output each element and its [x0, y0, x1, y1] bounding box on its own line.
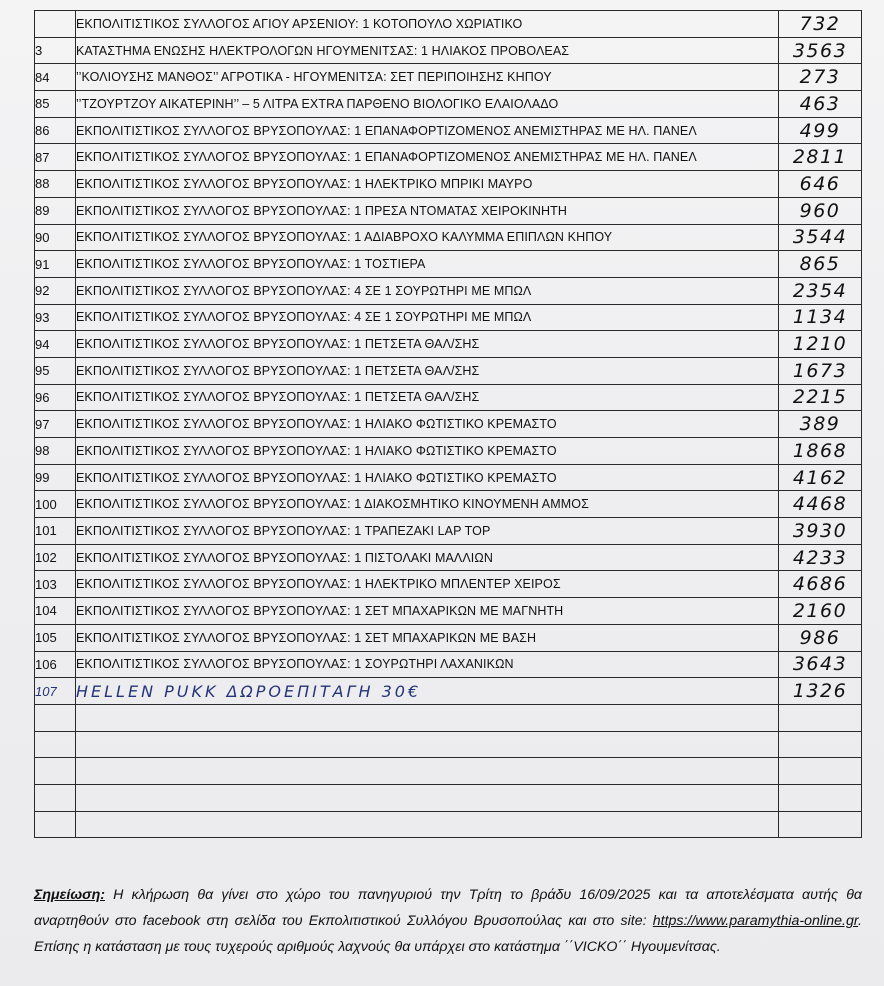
ticket-number: 865	[779, 251, 862, 278]
ticket-number: 2354	[779, 277, 862, 304]
ticket-number: 463	[779, 91, 862, 118]
row-number: 95	[35, 357, 76, 384]
ticket-number: 646	[779, 171, 862, 198]
prize-description	[76, 784, 779, 811]
ticket-number: 1210	[779, 331, 862, 358]
table-row	[35, 331, 862, 358]
table-row	[35, 11, 862, 38]
prize-description: ΕΚΠΟΛΙΤΙΣΤΙΚΟΣ ΣΥΛΛΟΓΟΣ ΒΡΥΣΟΠΟΥΛΑΣ: 1 ΠΡΕΣΑ ΝΤΟΜΑΤΑΣ ΧΕΙΡΟΚΙΝΗΤΗ	[76, 197, 779, 224]
prize-description: ΕΚΠΟΛΙΤΙΣΤΙΚΟΣ ΣΥΛΛΟΓΟΣ ΒΡΥΣΟΠΟΥΛΑΣ: 1 ΗΛΙΑΚΟ ΦΩΤΙΣΤΙΚΟ ΚΡΕΜΑΣΤΟ	[76, 464, 779, 491]
row-number	[35, 704, 76, 731]
row-number: 100	[35, 491, 76, 518]
table-row	[35, 784, 862, 811]
table-row	[35, 704, 862, 731]
table-row	[35, 624, 862, 651]
prize-description: ΕΚΠΟΛΙΤΙΣΤΙΚΟΣ ΣΥΛΛΟΓΟΣ ΒΡΥΣΟΠΟΥΛΑΣ: 1 ΗΛΕΚΤΡΙΚΟ ΜΠΡΙΚΙ ΜΑΥΡΟ	[76, 171, 779, 198]
footnote-label: Σημείωση:	[34, 887, 105, 903]
row-number: 85	[35, 91, 76, 118]
prize-description: ΕΚΠΟΛΙΤΙΣΤΙΚΟΣ ΣΥΛΛΟΓΟΣ ΒΡΥΣΟΠΟΥΛΑΣ: 1 ΣΟΥΡΩΤΗΡΙ ΛΑΧΑΝΙΚΩΝ	[76, 651, 779, 678]
prize-description: ΕΚΠΟΛΙΤΙΣΤΙΚΟΣ ΣΥΛΛΟΓΟΣ ΒΡΥΣΟΠΟΥΛΑΣ: 1 ΗΛΕΚΤΡΙΚΟ ΜΠΛΕΝΤΕΡ ΧΕΙΡΟΣ	[76, 571, 779, 598]
prize-description: ΕΚΠΟΛΙΤΙΣΤΙΚΟΣ ΣΥΛΛΟΓΟΣ ΒΡΥΣΟΠΟΥΛΑΣ: 1 ΠΕΤΣΕΤΑ ΘΑΛ/ΣΗΣ	[76, 331, 779, 358]
ticket-number: 2215	[779, 384, 862, 411]
table-row	[35, 251, 862, 278]
prize-description: ΕΚΠΟΛΙΤΙΣΤΙΚΟΣ ΣΥΛΛΟΓΟΣ ΒΡΥΣΟΠΟΥΛΑΣ: 4 ΣΕ 1 ΣΟΥΡΩΤΗΡΙ ΜΕ ΜΠΩΛ	[76, 277, 779, 304]
table-row	[35, 678, 862, 705]
prize-description: HELLEN PUKK ΔΩΡΟΕΠΙΤΑΓΗ 30€	[76, 678, 779, 705]
ticket-number	[779, 811, 862, 838]
row-number: 105	[35, 624, 76, 651]
row-number: 98	[35, 438, 76, 465]
footnote-link[interactable]: https://www.paramythia-online.gr	[652, 913, 859, 929]
ticket-number: 960	[779, 197, 862, 224]
row-number: 86	[35, 117, 76, 144]
row-number: 97	[35, 411, 76, 438]
ticket-number	[779, 758, 862, 785]
row-number	[35, 731, 76, 758]
table-row	[35, 438, 862, 465]
row-number	[35, 758, 76, 785]
prize-description: ’’ΤΖΟΥΡΤΖΟΥ ΑΙΚΑΤΕΡΙΝΗ’’ – 5 ΛΙΤΡΑ EXTRA ΠΑΡΘΕΝΟ ΒΙΟΛΟΓΙΚΟ ΕΛΑΙΟΛΑΔΟ	[76, 91, 779, 118]
table-row	[35, 571, 862, 598]
table-row	[35, 277, 862, 304]
ticket-number: 4233	[779, 544, 862, 571]
prize-table	[34, 10, 862, 838]
row-number: 3	[35, 37, 76, 64]
table-row	[35, 651, 862, 678]
ticket-number: 1868	[779, 438, 862, 465]
ticket-number: 4162	[779, 464, 862, 491]
ticket-number	[779, 731, 862, 758]
row-number: 90	[35, 224, 76, 251]
prize-description: ΕΚΠΟΛΙΤΙΣΤΙΚΟΣ ΣΥΛΛΟΓΟΣ ΒΡΥΣΟΠΟΥΛΑΣ: 1 ΑΔΙΑΒΡΟΧΟ ΚΑΛΥΜΜΑ ΕΠΙΠΛΩΝ ΚΗΠΟΥ	[76, 224, 779, 251]
table-row	[35, 304, 862, 331]
row-number: 89	[35, 197, 76, 224]
footnote-text-1: Η κλήρωση θα γίνει στο χώρο του πανηγυριού την Τρίτη το βράδυ 16/09/2025 και τα αποτελέσματα αυτής θα αναρτηθούν στο facebook στη σελίδα του Εκπολιτιστικού Συλλόγου Βρυσοπούλας και στο site:	[34, 887, 862, 929]
ticket-number: 732	[779, 11, 862, 38]
row-number: 88	[35, 171, 76, 198]
ticket-number: 1673	[779, 357, 862, 384]
prize-description: ΚΑΤΑΣΤΗΜΑ ΕΝΩΣΗΣ ΗΛΕΚΤΡΟΛΟΓΩΝ ΗΓΟΥΜΕΝΙΤΣΑΣ: 1 ΗΛΙΑΚΟΣ ΠΡΟΒΟΛΕΑΣ	[76, 37, 779, 64]
table-row	[35, 491, 862, 518]
row-number: 96	[35, 384, 76, 411]
row-number	[35, 811, 76, 838]
ticket-number: 4468	[779, 491, 862, 518]
ticket-number	[779, 784, 862, 811]
ticket-number: 389	[779, 411, 862, 438]
footnote	[34, 882, 862, 960]
prize-description	[76, 731, 779, 758]
row-number: 106	[35, 651, 76, 678]
ticket-number: 499	[779, 117, 862, 144]
table-row	[35, 384, 862, 411]
table-row	[35, 544, 862, 571]
row-number	[35, 11, 76, 38]
prize-description: ΕΚΠΟΛΙΤΙΣΤΙΚΟΣ ΣΥΛΛΟΓΟΣ ΒΡΥΣΟΠΟΥΛΑΣ: 1 ΠΙΣΤΟΛΑΚΙ ΜΑΛΛΙΩΝ	[76, 544, 779, 571]
row-number: 91	[35, 251, 76, 278]
table-row	[35, 117, 862, 144]
ticket-number: 986	[779, 624, 862, 651]
row-number: 84	[35, 64, 76, 91]
prize-description: ΕΚΠΟΛΙΤΙΣΤΙΚΟΣ ΣΥΛΛΟΓΟΣ ΒΡΥΣΟΠΟΥΛΑΣ: 1 ΕΠΑΝΑΦΟΡΤΙΖΟΜΕΝΟΣ ΑΝΕΜΙΣΤΗΡΑΣ ΜΕ ΗΛ. ΠΑΝΕΛ	[76, 144, 779, 171]
prize-description: ΕΚΠΟΛΙΤΙΣΤΙΚΟΣ ΣΥΛΛΟΓΟΣ ΒΡΥΣΟΠΟΥΛΑΣ: 1 ΣΕΤ ΜΠΑΧΑΡΙΚΩΝ ΜΕ ΜΑΓΝΗΤΗ	[76, 598, 779, 625]
ticket-number: 2160	[779, 598, 862, 625]
row-number: 87	[35, 144, 76, 171]
prize-description: ΕΚΠΟΛΙΤΙΣΤΙΚΟΣ ΣΥΛΛΟΓΟΣ ΑΓΙΟΥ ΑΡΣΕΝΙΟΥ: 1 ΚΟΤΟΠΟΥΛΟ ΧΩΡΙΑΤΙΚΟ	[76, 11, 779, 38]
prize-description	[76, 704, 779, 731]
row-number: 99	[35, 464, 76, 491]
row-number: 101	[35, 518, 76, 545]
prize-description: ’’ΚΟΛΙΟΥΣΗΣ ΜΑΝΘΟΣ’’ ΑΓΡΟΤΙΚΑ - ΗΓΟΥΜΕΝΙΤΣΑ: ΣΕΤ ΠΕΡΙΠΟΙΗΣΗΣ ΚΗΠΟΥ	[76, 64, 779, 91]
table-row	[35, 731, 862, 758]
ticket-number: 4686	[779, 571, 862, 598]
prize-description: ΕΚΠΟΛΙΤΙΣΤΙΚΟΣ ΣΥΛΛΟΓΟΣ ΒΡΥΣΟΠΟΥΛΑΣ: 1 ΔΙΑΚΟΣΜΗΤΙΚΟ ΚΙΝΟΥΜΕΝΗ ΑΜΜΟΣ	[76, 491, 779, 518]
table-row	[35, 357, 862, 384]
ticket-number: 3643	[779, 651, 862, 678]
table-row	[35, 197, 862, 224]
ticket-number: 2811	[779, 144, 862, 171]
table-row	[35, 144, 862, 171]
table-row	[35, 171, 862, 198]
table-row	[35, 811, 862, 838]
ticket-number: 3563	[779, 37, 862, 64]
row-number: 103	[35, 571, 76, 598]
row-number	[35, 784, 76, 811]
ticket-number: 1134	[779, 304, 862, 331]
table-row	[35, 91, 862, 118]
footnote-text-2: . Επίσης η κατάσταση με τους τυχερούς αριθμούς λαχνούς θα υπάρχει στο κατάστημα ΄΄VICKO΄΄ Ηγουμενίτσας.	[34, 913, 862, 955]
ticket-number: 273	[779, 64, 862, 91]
prize-description: ΕΚΠΟΛΙΤΙΣΤΙΚΟΣ ΣΥΛΛΟΓΟΣ ΒΡΥΣΟΠΟΥΛΑΣ: 1 ΤΟΣΤΙΕΡΑ	[76, 251, 779, 278]
row-number: 102	[35, 544, 76, 571]
row-number: 92	[35, 277, 76, 304]
prize-description: ΕΚΠΟΛΙΤΙΣΤΙΚΟΣ ΣΥΛΛΟΓΟΣ ΒΡΥΣΟΠΟΥΛΑΣ: 1 ΗΛΙΑΚΟ ΦΩΤΙΣΤΙΚΟ ΚΡΕΜΑΣΤΟ	[76, 411, 779, 438]
prize-description: ΕΚΠΟΛΙΤΙΣΤΙΚΟΣ ΣΥΛΛΟΓΟΣ ΒΡΥΣΟΠΟΥΛΑΣ: 1 ΕΠΑΝΑΦΟΡΤΙΖΟΜΕΝΟΣ ΑΝΕΜΙΣΤΗΡΑΣ ΜΕ ΗΛ. ΠΑΝΕΛ	[76, 117, 779, 144]
prize-description: ΕΚΠΟΛΙΤΙΣΤΙΚΟΣ ΣΥΛΛΟΓΟΣ ΒΡΥΣΟΠΟΥΛΑΣ: 1 ΠΕΤΣΕΤΑ ΘΑΛ/ΣΗΣ	[76, 357, 779, 384]
table-row	[35, 464, 862, 491]
ticket-number	[779, 704, 862, 731]
table-row	[35, 37, 862, 64]
prize-description: ΕΚΠΟΛΙΤΙΣΤΙΚΟΣ ΣΥΛΛΟΓΟΣ ΒΡΥΣΟΠΟΥΛΑΣ: 1 ΤΡΑΠΕΖΑΚΙ LAP TOP	[76, 518, 779, 545]
prize-description: ΕΚΠΟΛΙΤΙΣΤΙΚΟΣ ΣΥΛΛΟΓΟΣ ΒΡΥΣΟΠΟΥΛΑΣ: 1 ΣΕΤ ΜΠΑΧΑΡΙΚΩΝ ΜΕ ΒΑΣΗ	[76, 624, 779, 651]
prize-table-body	[35, 11, 862, 838]
prize-description: ΕΚΠΟΛΙΤΙΣΤΙΚΟΣ ΣΥΛΛΟΓΟΣ ΒΡΥΣΟΠΟΥΛΑΣ: 1 ΗΛΙΑΚΟ ΦΩΤΙΣΤΙΚΟ ΚΡΕΜΑΣΤΟ	[76, 438, 779, 465]
table-row	[35, 411, 862, 438]
prize-description: ΕΚΠΟΛΙΤΙΣΤΙΚΟΣ ΣΥΛΛΟΓΟΣ ΒΡΥΣΟΠΟΥΛΑΣ: 4 ΣΕ 1 ΣΟΥΡΩΤΗΡΙ ΜΕ ΜΠΩΛ	[76, 304, 779, 331]
table-row	[35, 224, 862, 251]
table-row	[35, 518, 862, 545]
prize-description	[76, 811, 779, 838]
prize-description: ΕΚΠΟΛΙΤΙΣΤΙΚΟΣ ΣΥΛΛΟΓΟΣ ΒΡΥΣΟΠΟΥΛΑΣ: 1 ΠΕΤΣΕΤΑ ΘΑΛ/ΣΗΣ	[76, 384, 779, 411]
table-row	[35, 64, 862, 91]
row-number: 104	[35, 598, 76, 625]
table-row	[35, 598, 862, 625]
ticket-number: 3930	[779, 518, 862, 545]
row-number: 107	[35, 678, 76, 705]
table-row	[35, 758, 862, 785]
prize-description	[76, 758, 779, 785]
ticket-number: 1326	[779, 678, 862, 705]
row-number: 93	[35, 304, 76, 331]
row-number: 94	[35, 331, 76, 358]
ticket-number: 3544	[779, 224, 862, 251]
